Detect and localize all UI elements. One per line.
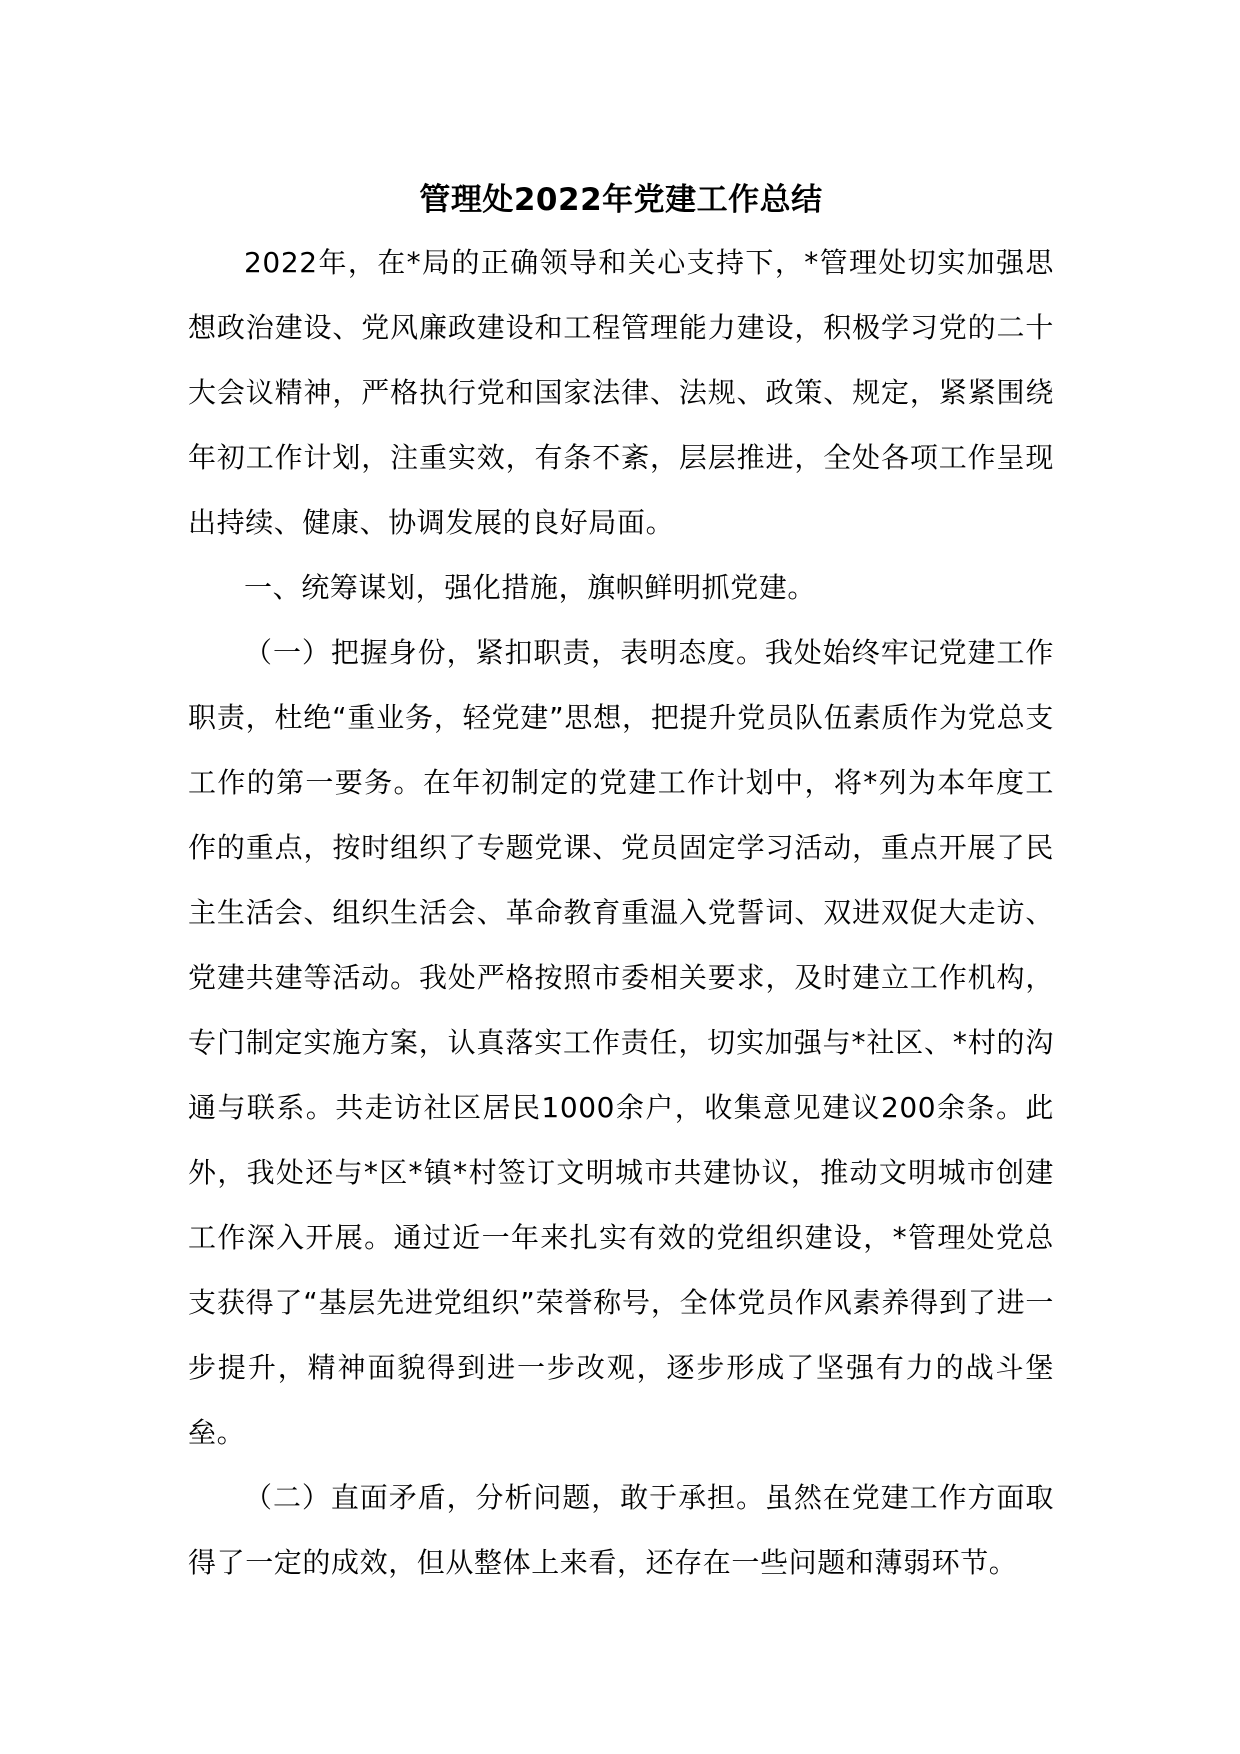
paragraph-subsection-1: （一）把握身份，紧扣职责，表明态度。我处始终牢记党建工作职责，杜绝“重业务，轻党建”思想，把提升党员队伍素质作为党总支工作的第一要务。在年初制定的党建工作计划中，将*列为本年度工作的重点，按时组织了专题党课、党员固定学习活动，重点开展了民主生活会、组织生活会、革命教育重温入党誓词、双进双促大走访、党建共建等活动。我处严格按照市委相关要求，及时建立工作机构，专门制定实施方案，认真落实工作责任，切实加强与*社区、*村的沟通与联系。共走访社区居民1000余户，收集意见建议200余条。此外，我处还与*区*镇*村签订文明城市共建协议，推动文明城市创建工作深入开展。通过近一年来扎实有效的党组织建设，*管理处党总支获得了“基层先进党组织”荣誉称号，全体党员作风素养得到了进一步提升，精神面貌得到进一步改观，逐步形成了坚强有力的战斗堡垒。 [188, 636, 1054, 1449]
paragraph-subsection-2: （二）直面矛盾，分析问题，敢于承担。虽然在党建工作方面取得了一定的成效，但从整体上来看，还存在一些问题和薄弱环节。 [188, 1481, 1054, 1579]
section-heading-1: 一、统筹谋划，强化措施，旗帜鲜明抓党建。 [244, 571, 817, 604]
document-title: 管理处2022年党建工作总结 [419, 182, 823, 218]
document-page [188, 170, 1054, 1595]
paragraph-intro: 2022年，在*局的正确领导和关心支持下，*管理处切实加强思想政治建设、党风廉政建设和工程管理能力建设，积极学习党的二十大会议精神，严格执行党和国家法律、法规、政策、规定，紧紧围绕年初工作计划，注重实效，有条不紊，层层推进，全处各项工作呈现出持续、健康、协调发展的良好局面。 [188, 246, 1054, 539]
